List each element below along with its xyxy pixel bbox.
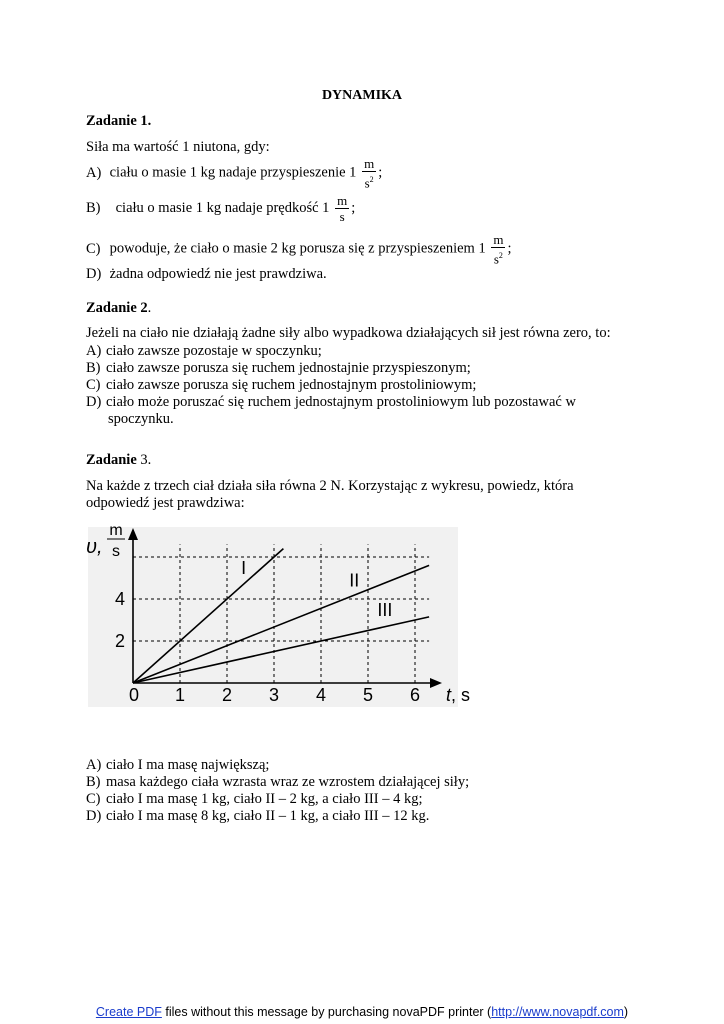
task1-question: Siła ma wartość 1 niutona, gdy:	[86, 139, 270, 155]
velocity-time-chart	[80, 515, 480, 715]
x-tick-label: 5	[362, 685, 374, 705]
series-label-i: I	[241, 557, 247, 578]
unit-fraction: $\frac{m}{s^2}$	[364, 156, 375, 191]
task3-heading: Zadanie 3.	[86, 452, 152, 468]
origin-label: 0	[128, 685, 140, 705]
y-tick-label: 4	[114, 589, 125, 609]
task3-option-d: D) ciało I ma masę 8 kg, ciało II – 1 kg, a ciało III – 12 kg.	[86, 808, 430, 824]
task3-question-line1: Na każde z trzech ciał działa siła równa 2 N. Korzystając z wykresu, powiedz, która	[86, 478, 574, 494]
x-tick-label: 4	[315, 685, 327, 705]
task1-option-c: C) powoduje, że ciało o masie 2 kg porusza się z przyspieszeniem 1 $\frac{m}{s^2}$ ;	[86, 232, 512, 267]
task2-heading: Zadanie 2.	[86, 300, 152, 316]
task3-option-b: B) masa każdego ciała wzrasta wraz ze wzrostem działającej siły;	[86, 774, 470, 790]
task2-option-b: B) ciało zawsze porusza się ruchem jednostajnie przyspieszonym;	[86, 360, 471, 376]
task1-option-a: A) ciału o masie 1 kg nadaje przyspieszenie 1 $\frac{m}{s^2}$ ;	[86, 156, 383, 191]
task2-question: Jeżeli na ciało nie działają żadne siły albo wypadkowa działających sił jest równa zero, to:	[86, 325, 611, 341]
y-axis-unit-den: s	[112, 543, 120, 560]
series-label-ii: II	[349, 570, 360, 591]
x-tick-label: 6	[409, 685, 421, 705]
y-axis-unit-num: m	[109, 522, 123, 539]
y-tick-label: 2	[114, 631, 125, 651]
series-label-iii: III	[377, 599, 393, 620]
create-pdf-link[interactable]: Create PDF	[95, 1005, 162, 1019]
task2-option-c: C) ciało zawsze porusza się ruchem jednostajnym prostoliniowym;	[86, 377, 477, 393]
unit-fraction: $\frac{m}{s^2}$	[493, 232, 504, 267]
novapdf-link[interactable]: http://www.novapdf.com	[491, 1005, 624, 1019]
y-axis-symbol: υ,	[86, 536, 103, 558]
task3-question-line2: odpowiedź jest prawdziwa:	[86, 495, 245, 511]
task2-option-d-continuation: spoczynku.	[108, 411, 174, 427]
task2-option-d: D) ciało może poruszać się ruchem jednostajnym prostoliniowym lub pozostawać w	[86, 394, 576, 410]
x-axis-label: t, s	[446, 685, 471, 705]
task3-option-a: A) ciało I ma masę największą;	[86, 757, 270, 773]
page-title: DYNAMIKA	[321, 88, 403, 103]
footer: Create PDF files without this message by purchasing novaPDF printer (http://www.novapdf.com)	[95, 1005, 629, 1019]
x-tick-label: 2	[221, 685, 233, 705]
task1-option-d: D) żadna odpowiedź nie jest prawdziwa.	[86, 266, 327, 282]
task1-heading: Zadanie 1.	[86, 113, 152, 129]
x-tick-label: 1	[174, 685, 186, 705]
unit-fraction: $\frac{m}{s}$	[337, 193, 348, 224]
task1-option-b: B) ciału o masie 1 kg nadaje prędkość 1 $\frac{m}{s}$ ;	[86, 193, 356, 224]
x-tick-label: 3	[268, 685, 280, 705]
task3-option-c: C) ciało I ma masę 1 kg, ciało II – 2 kg, a ciało III – 4 kg;	[86, 791, 423, 807]
task2-option-a: A) ciało zawsze pozostaje w spoczynku;	[86, 343, 322, 359]
